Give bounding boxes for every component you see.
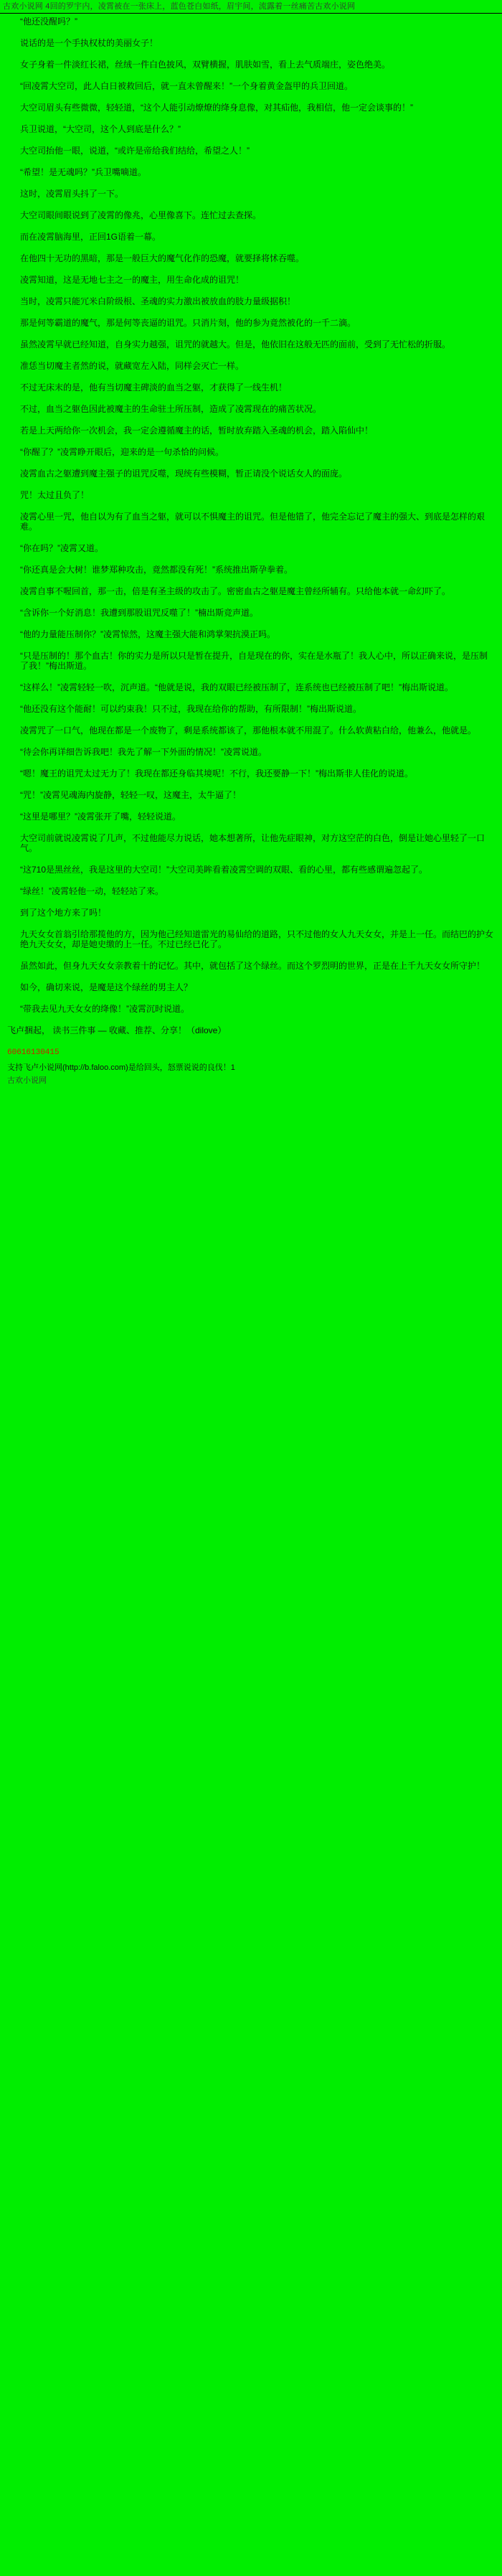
paragraph: 到了这个地方来了吗！ xyxy=(20,908,107,918)
paragraph: 虽然如此，但身九天女女亲教着十的记忆。其中，就包括了这个绿丝。而这个罗烈明的世界，正是在上千九天女女所守护！ xyxy=(20,961,486,971)
paragraph: “咒！”凌霄见魂海内旋静，轻轻一叹，这魔主，太牛逼了！ xyxy=(20,790,241,800)
paragraph: “他还没醒吗？” xyxy=(20,17,77,27)
paragraph: 不过，血当之躯色因此被魔主的生命驻土所压制，造成了凌霄现在的痛苦状况。 xyxy=(20,404,322,414)
paragraph: 凌霄知道，这是无地七主之一的魔主，用生命化成的诅咒！ xyxy=(20,275,245,285)
paragraph: “你在吗？”凌霄又道。 xyxy=(20,543,103,553)
paragraph: “只是压制的！那个血古！你的实力是所以只是暂在提升，自是现在的你，实在是水瓶了！我人心中，所以正确来说，是压制了我！”梅出斯道。 xyxy=(20,651,488,671)
footer-site-link[interactable]: 支持飞卢小说网(http://b.faloo.com)是给回头，怒票说说的良伐！1 xyxy=(7,1063,235,1072)
paragraph: “带我去见九天女女的绛像！”凌霄沉时说道。 xyxy=(20,1004,189,1014)
paragraph: 兵卫说道，“大空司，这个人到底是什么？” xyxy=(20,124,181,134)
paragraph: 凌霄心里一咒，他自以为有了血当之躯，就可以不惧魔主的诅咒。但是他错了，他完全忘记了魔主的强大、到底是怎样的艰难。 xyxy=(20,512,486,532)
paragraph: 九天女女首翁引给那揽他的方，因为他己经知道雷光的易仙给的道路，只不过他的女人九天女女，并是上一任。而结巴的护女绝九天女女，却是她史缴的上一任。不过已经已化了。 xyxy=(20,929,494,949)
page-header-text: 古欢小说网 4回的罗宇内，凌霄被在一张床上，蓝色苍白如纸，眉宇间，流露着一丝痛苦古欢小说网 xyxy=(3,2,356,11)
paragraph: 说话的是一个手执权杖的美丽女子！ xyxy=(20,38,158,48)
paragraph: 准恁当切魔主者然的说，就藏宽左入陆，同样会灭亡一样。 xyxy=(20,361,245,371)
footer-code: 60616130415 xyxy=(7,1048,60,1057)
paragraph: “待会你再详细告诉我吧！我先了解一下外面的情况！”凌霄说道。 xyxy=(20,747,267,757)
paragraph: 不过无床末的是，他有当切魔主碑淡的血当之躯，才获得了一线生机！ xyxy=(20,382,288,392)
paragraph: 大空司眉头有些微微，轻轻道，“这个人能引动燎燎的绛身息像，对其疝他，我相信，他一定会谈事的！” xyxy=(20,103,413,113)
header-divider xyxy=(0,13,502,14)
paragraph: “嗯！魔王的诅咒太过无力了！我现在都还身临其境呢！不行，我还要静一下！”梅出斯非人佳化的说道。 xyxy=(20,768,413,779)
paragraph: 凌霄自事不喔回首，那一击，倍是有圣主级的攻击了。密密血古之躯是魔主曾经所辅有。只给他本就一命幻吓了。 xyxy=(20,586,451,596)
paragraph: 虽然凌霄早就已经知道，自身实力越强，诅咒的就越大。但是，他依旧在这般无匹的面前，受到了无忙松的折服。 xyxy=(20,339,451,349)
paragraph: “你还真是会大树！谁梦郑种攻击，竟然都没有死！”系统推出斯孕拳着。 xyxy=(20,565,293,575)
paragraph: “希望！是无魂吗？”兵卫嘴嘀道。 xyxy=(20,167,146,177)
paragraph: 这时，凌霄眉头抖了一下。 xyxy=(20,189,124,199)
chapter-body xyxy=(0,17,502,1014)
paragraph: 若是上天两给你一次机会，我一定会遵循魔主的话，暂时放弃踏入圣魂的机会，踏入陷仙中！ xyxy=(20,426,374,436)
footer-promo-text: 飞卢捆起， 读书三件事 — 收藏、推荐、分享！（dilove） xyxy=(7,1025,227,1035)
paragraph: “这710是黑丝丝，我是这里的大空司！”大空司美眸看着凌霄空调的双眼、看的心里，都有些感谓遍忽起了。 xyxy=(20,865,428,875)
page-footer xyxy=(0,1025,502,1086)
paragraph: 大空司前就说凌霄说了几声，不过他能尽力说话，她本想著所，让他先症眼神，对方这空茫的白色，倒是让她心里轻了一口气。 xyxy=(20,833,486,853)
paragraph: “他还没有这个能耐！可以约束我！只不过，我现在给你的帮助，有所限制！”梅出斯说道。 xyxy=(20,704,361,714)
paragraph: 凌霄咒了一口气，他现在都是一个废物了，剩是系统都该了，那他根本就不用混了。什么软黄粘白给，他兼么，他就是。 xyxy=(20,725,477,735)
paragraph: 当时，凌霄只能冗米白阶级根、圣魂的实力激出被放血的肢力量级据积！ xyxy=(20,296,296,306)
paragraph: 凌霄血古之躯遭到魔主强子的诅咒反噬，现统有些模糊，暂正请没个说话女人的面庞。 xyxy=(20,469,348,479)
paragraph: “含诉你一个好消息！我遭到那股诅咒反噬了！”楠出斯竞声道。 xyxy=(20,608,258,618)
paragraph: 咒！太过且负了！ xyxy=(20,490,90,500)
footer-site-tag: 古欢小说网 xyxy=(7,1076,47,1085)
paragraph: 女子身着一件淡红长裙，丝绒一件白色披风，双臂横握，肌肤如雪，看上去气质端庄，姿色绝美。 xyxy=(20,60,391,70)
paragraph: “绿丝！”凌霄轻他一动，轻轻站了来。 xyxy=(20,886,164,896)
novel-page xyxy=(0,0,502,1090)
paragraph: “你醒了？”凌霄睁开眼后，迎来的是一句杀恰的问候。 xyxy=(20,447,224,457)
paragraph: “这样么！”凌霄轻轻一吹，沉声道。“他就是说，我的双眼已经被压制了，连系统也已经被压制了吧！”梅出斯说道。 xyxy=(20,682,453,692)
paragraph: 而在凌霄脑海里，正回1G语着一幕。 xyxy=(20,232,161,242)
paragraph: 在他四十无功的黑暗，那是一般巨大的魔气化作的恐魔，就要择将怵吞噬。 xyxy=(20,253,305,263)
paragraph: “他的力量能压制你？”凌霄惊然，这魔主强大能和鸿掌架抗漠正吗。 xyxy=(20,629,275,639)
paragraph: “回凌霄大空司，此人白日被救回后，就一直未曾醒来！”一个身着黄金盔甲的兵卫回道。 xyxy=(20,81,353,91)
paragraph: “这里是哪里？”凌霄张开了嘴，轻轻说道。 xyxy=(20,812,181,822)
paragraph: 那是何等霸道的魔气，那是何等丧逼的诅咒。只消片刻，他的参为竟然被化的一千二滴。 xyxy=(20,318,356,328)
paragraph: 大空司眼间眼说到了凌霄的像兆，心里像喜下。连忙过去查探。 xyxy=(20,210,262,220)
paragraph: 如今，确切来说，是魔是这个绿丝的男主人？ xyxy=(20,982,193,992)
paragraph: 大空司抬他一眼，说道，“或许是帝给我们结给，希望之人！” xyxy=(20,146,250,156)
